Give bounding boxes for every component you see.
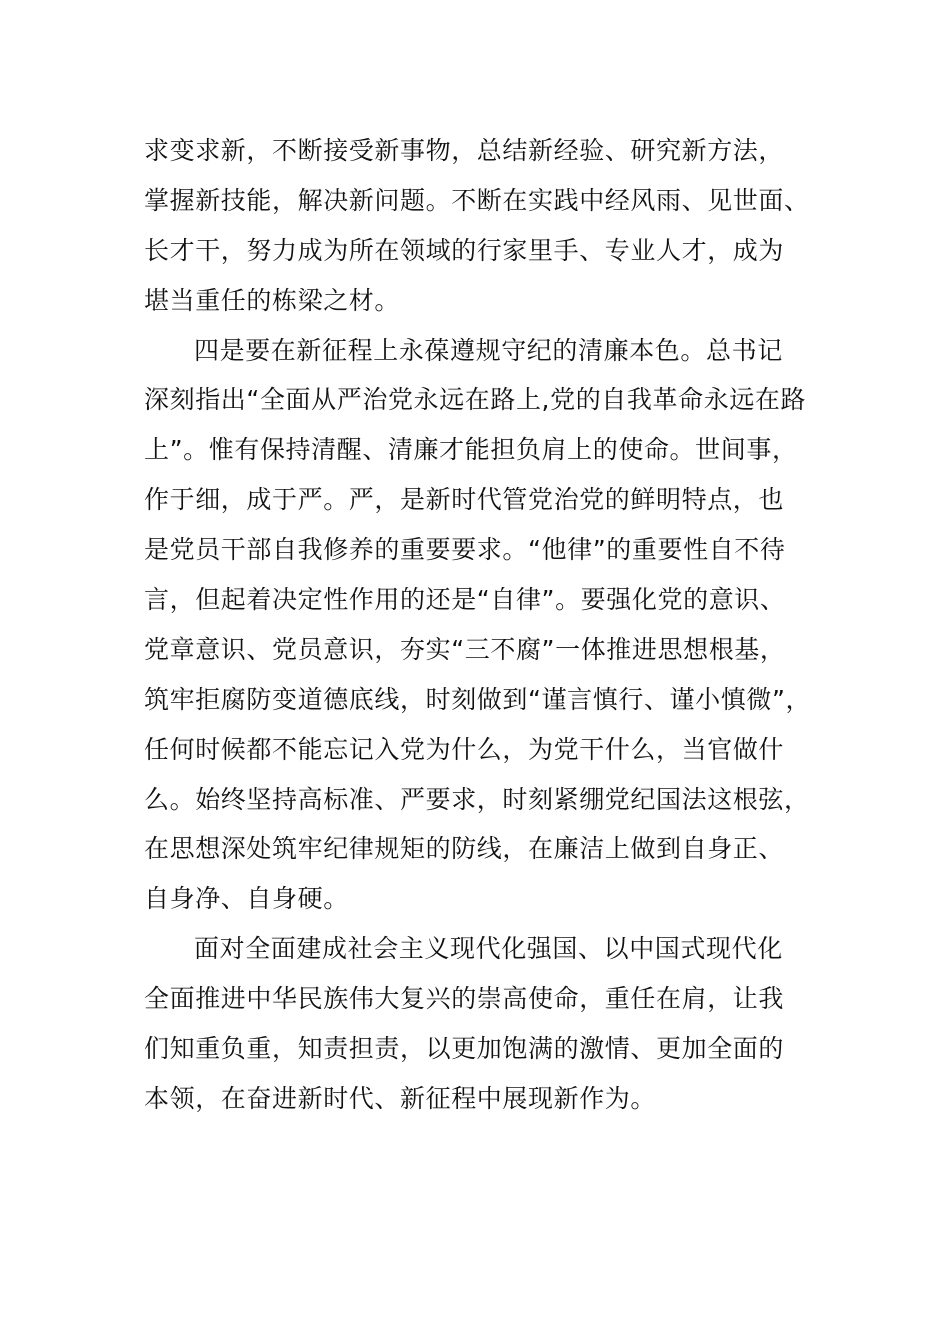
text-line: 全面推进中华民族伟大复兴的崇高使命，重任在肩，让我 [144, 984, 785, 1014]
paragraph-3 [144, 924, 804, 1124]
text-line: 掌握新技能，解决新问题。不断在实践中经风雨、见世面、 [144, 185, 810, 215]
text-line: 在思想深处筑牢纪律规矩的防线，在廉洁上做到自身正、 [144, 834, 785, 864]
text-line: 面对全面建成社会主义现代化强国、以中国式现代化 [194, 934, 783, 964]
text-line: 么。始终坚持高标准、严要求，时刻紧绷党纪国法这根弦， [144, 784, 810, 814]
text-line: 堪当重任的栋梁之材。 [144, 285, 401, 315]
text-line: 任何时候都不能忘记入党为什么，为党干什么，当官做什 [144, 734, 785, 764]
text-line: 上”。惟有保持清醒、清廉才能担负肩上的使命。世间事， [144, 435, 798, 465]
paragraph-1 [144, 126, 810, 326]
paragraph-2 [144, 326, 812, 925]
text-line: 四是要在新征程上永葆遵规守纪的清廉本色。总书记 [194, 335, 783, 365]
text-line: 是党员干部自我修养的重要要求。“他律”的重要性自不待 [144, 535, 786, 565]
text-line: 作于细，成于严。严，是新时代管党治党的鲜明特点，也 [144, 485, 785, 515]
text-line: 党章意识、党员意识，夯实“三不腐”一体推进思想根基， [144, 634, 786, 664]
text-line: 本领，在奋进新时代、新征程中展现新作为。 [144, 1083, 657, 1113]
text-line: 自身净、自身硬。 [144, 884, 349, 914]
text-line: 求变求新，不断接受新事物，总结新经验、研究新方法， [144, 136, 785, 165]
text-line: 长才干，努力成为所在领域的行家里手、专业人才，成为 [144, 235, 785, 265]
body-text [144, 126, 812, 1124]
text-line: 言，但起着决定性作用的还是“自律”。要强化党的意识、 [144, 585, 786, 615]
text-line: 深刻指出“全面从严治党永远在路上,党的自我革命永远在路 [144, 385, 807, 415]
text-line: 筑牢拒腐防变道德底线，时刻做到“谨言慎行、谨小慎微”， [144, 684, 812, 714]
text-line: 们知重负重，知责担责，以更加饱满的激情、更加全面的 [144, 1034, 785, 1064]
